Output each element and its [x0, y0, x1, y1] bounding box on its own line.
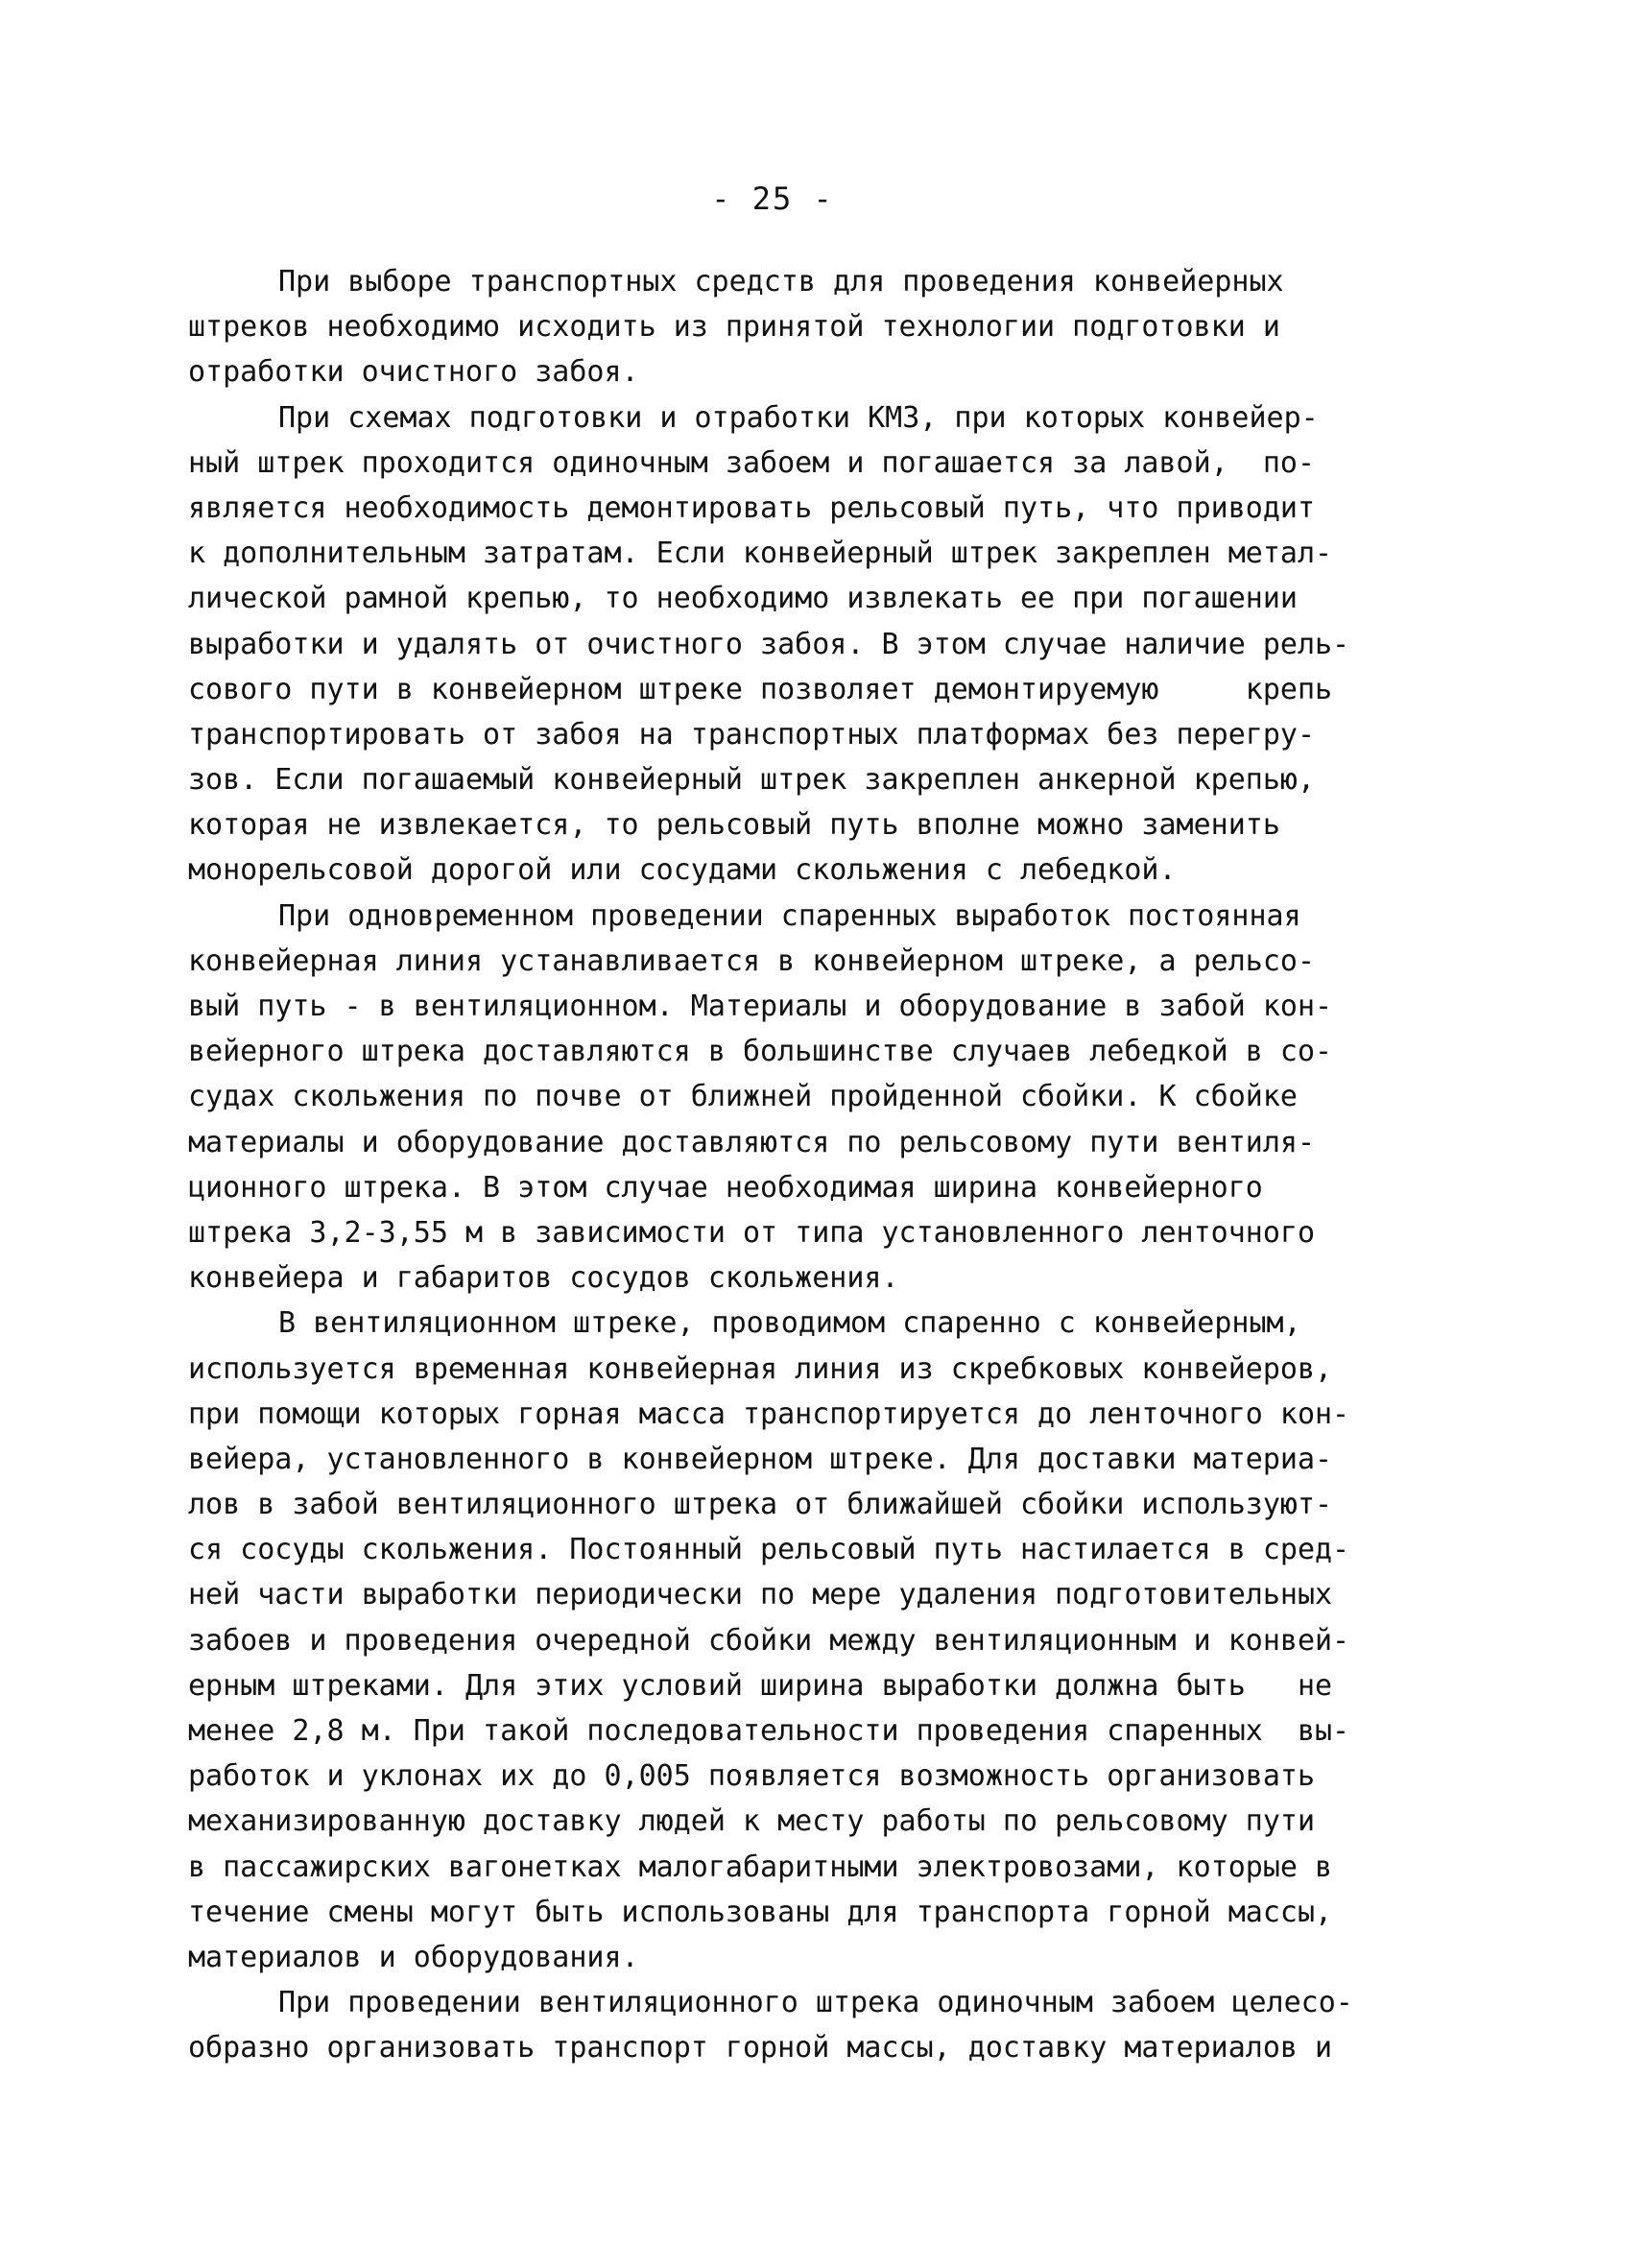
text-line: ней части выработки периодически по мере удаления подготовительных — [188, 1578, 1333, 1612]
text-line: являетcя необходимость демонтировать рельсовый путь, что приводит — [188, 490, 1315, 525]
text-line: штреков необходимо исходить из принятой технологии подготовки и — [188, 310, 1280, 345]
text-line: используется временная конвейерная линия из скребковых конвейеров, — [188, 1351, 1333, 1386]
text-line: в пассажирских вагонетках малогабаритными электровозами, которые в — [188, 1850, 1333, 1884]
body-text — [188, 259, 1465, 2071]
text-line: менее 2,8 м. При такой последовательности проведения спаренных вы- — [188, 1714, 1350, 1748]
text-line: образно организовать транспорт горной массы, доставку материалов и — [188, 2031, 1333, 2065]
text-line: При одновременном проведении спаренных выработок постоянная — [278, 898, 1301, 933]
text-line: лов в забой вентиляционного штрека от ближайшей сбойки используют- — [188, 1488, 1333, 1522]
text-line: ся сосуды скольжения. Постоянный рельсовый путь настилается в сред- — [188, 1533, 1350, 1567]
text-line: забоев и проведения очередной сбойки между вентиляционным и конвей- — [188, 1623, 1350, 1658]
text-line: материалы и оборудование доставляются по рельсовому пути вентиля- — [188, 1125, 1315, 1159]
text-line: выработки и удалять от очистного забоя. В этом случае наличие рель- — [188, 627, 1350, 661]
text-line: течение смены могут быть использованы для транспорта горной массы, — [188, 1895, 1333, 1929]
text-line: отработки очистного забоя. — [188, 355, 639, 390]
text-line: механизированную доставку людей к месту работы по рельсовому пути — [188, 1804, 1315, 1839]
text-line: сового пути в конвейерном штреке позволяет демонтируемую крепь — [188, 672, 1333, 706]
paragraph-1 — [188, 259, 1465, 395]
text-line: работок и уклонах их до 0,005 появляется возможность организовать — [188, 1759, 1315, 1794]
text-line: судах скольжения по почве от ближней пройденной сбойки. К сбойке — [188, 1080, 1298, 1114]
text-line: ный штрек проходится одиночным забоем и погашается за лавой, по- — [188, 445, 1315, 480]
text-line: которая не извлекается, то рельсовый путь вполне можно заменить — [188, 808, 1280, 843]
text-line: В вентиляционном штреке, проводимом спаренно с конвейерным, — [278, 1306, 1301, 1341]
text-line: конвейера и габаритов сосудов скольжения. — [188, 1261, 899, 1296]
text-line: вейера, установленного в конвейерном штреке. Для доставки материа- — [188, 1442, 1333, 1476]
text-line: При выборе транспортных средств для проведения конвейерных — [278, 265, 1284, 298]
page-number: - 25 - — [711, 180, 834, 217]
text-line: зов. Если погашаемый конвейерный штрек закреплен анкерной крепью, — [188, 763, 1315, 798]
text-line: При проведении вентиляционного штрека одиночным забоем целесо- — [278, 1986, 1353, 2020]
text-line: транспортировать от забоя на транспортных платформах без перегру- — [188, 717, 1315, 752]
text-line: материалов и оборудования. — [188, 1940, 639, 1974]
text-line: ерным штреками. Для этих условий ширина выработки должна быть не — [188, 1668, 1333, 1703]
text-line: к дополнительным затратам. Если конвейерный штрек закреплен метал- — [188, 537, 1333, 571]
paragraph-4 — [188, 1301, 1465, 1980]
text-line: при помощи которых горная масса транспортируется до ленточного кон- — [188, 1397, 1350, 1431]
text-line: При схемах подготовки и отработки КМЗ, при которых конвейер- — [278, 400, 1319, 435]
text-line: монорельсовой дорогой или сосудами скольжения с лебедкой. — [188, 853, 1177, 888]
paragraph-5 — [188, 1980, 1465, 2070]
paragraph-3 — [188, 894, 1465, 1301]
paragraph-2 — [188, 395, 1465, 894]
text-line: ционного штрека. В этом случае необходимая ширина конвейерного — [188, 1170, 1263, 1205]
text-line: вейерного штрека доставляются в большинстве случаев лебедкой в со- — [188, 1035, 1333, 1069]
text-line: конвейерная линия устанавливается в конвейерном штреке, а рельсо- — [188, 943, 1315, 978]
text-line: штрека 3,2-3,55 м в зависимости от типа установленного ленточного — [188, 1215, 1315, 1250]
text-line: лической рамной крепью, то необходимо извлекать ее при погашении — [188, 582, 1298, 616]
text-line: вый путь - в вентиляционном. Материалы и оборудование в забой кон- — [188, 990, 1333, 1023]
